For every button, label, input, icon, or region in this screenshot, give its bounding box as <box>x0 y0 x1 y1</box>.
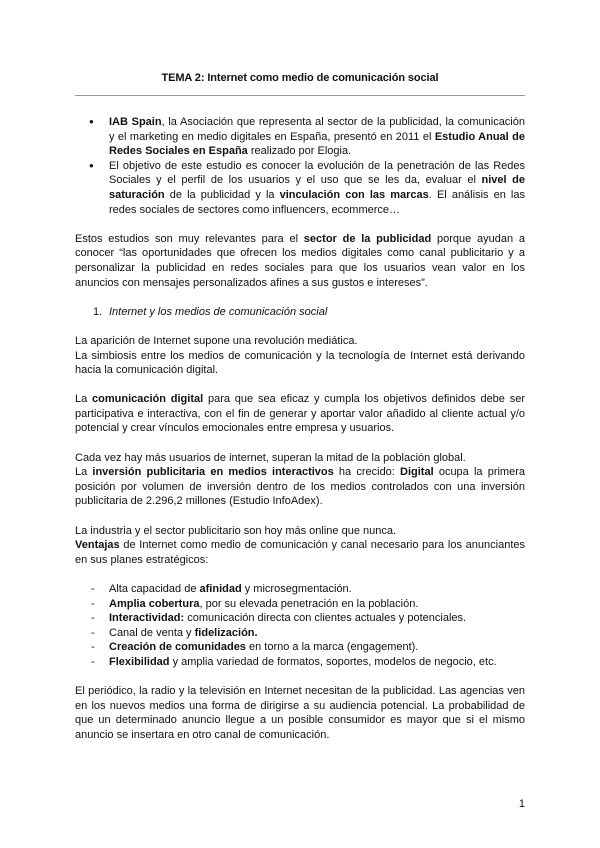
section-heading <box>75 305 525 320</box>
paragraph-media-advertising: El periódico, la radio y la televisión en Internet necesitan de la publicidad. Las agencias ven en los nuevos medios una forma de dirigirse a su audiencia potencial. La probabilidad de que un determinado anuncio llegue a un posible consumidor es mayor que si el mismo anuncio se insertara en otro canal de comunicación. <box>75 685 525 741</box>
text-run: La <box>75 393 93 406</box>
text-run: para que sea eficaz y cumpla los objetivos definidos debe ser participativa e interactiva, con el fin de generar y aportar valor añadido al cliente actual y/o potencial y crear vínculos emocionales entre empresa y usuarios. <box>75 393 525 435</box>
bullet-item-iab-spain <box>109 115 525 159</box>
text-run: y microsegmentación. <box>241 583 352 595</box>
bold-text: afinidad <box>199 583 242 595</box>
bold-text: Interactividad: <box>109 612 185 625</box>
text-run: de Internet como medio de comunicación y canal necesario para los anunciantes en sus planes estratégicos: <box>75 539 525 566</box>
text-run: realizado por Elogia. <box>247 145 352 158</box>
text-run: , por su elevada penetración en la población. <box>199 597 419 610</box>
text-run: porque ayudan a conocer “las oportunidades que ofrecen los medios digitales como canal publicitario y a personalizar la publicidad en redes sociales para que los usuarios vean valor en los anuncios con mensajes personalizados afines a sus gustos e intereses”. <box>75 232 525 289</box>
text-run: , la Asociación que representa al sector de la publicidad, la comunicación y el marketing en medio digitales en España, presentó en 2011 el <box>109 116 525 143</box>
text-run: comunicación directa con clientes actuales y potenciales. <box>184 612 467 625</box>
text-run: La <box>75 466 93 479</box>
paragraph-users: Cada vez hay más usuarios de internet, superan la mitad de la población global. <box>75 451 466 464</box>
paragraph-digital-communication <box>75 392 525 436</box>
text-run: Canal de venta y <box>109 626 195 639</box>
section-number: 1. <box>93 305 103 318</box>
bold-text: IAB Spain <box>109 116 162 128</box>
bold-text: nivel de saturación <box>109 174 525 201</box>
text-run: Estos estudios son muy relevantes para el <box>75 232 304 245</box>
paragraph-advantages-intro <box>75 538 525 567</box>
list-item <box>109 582 525 597</box>
paragraph-studies <box>75 232 525 290</box>
bold-text: fidelización. <box>194 626 258 639</box>
text-run: de la publicidad y la <box>164 188 280 201</box>
bold-text: comunicación digital <box>92 393 204 406</box>
bold-text: Amplia cobertura <box>109 597 200 610</box>
paragraph-internet-line2: La simbiosis entre los medios de comunicación y la tecnología de Internet está derivando hacia la comunicación digital. <box>75 349 525 377</box>
advantages-list <box>75 582 525 670</box>
text-run: El objetivo de este estudio es conocer la evolución de la penetración de las Redes Sociales y el perfil de los usuarios y el uso que se les da, evaluar el <box>109 159 525 187</box>
bold-text: Ventajas <box>75 539 120 552</box>
text-run: y amplia variedad de formatos, soportes, modelos de negocio, etc. <box>169 655 497 668</box>
page-number: 1 <box>518 798 525 810</box>
paragraph-investment <box>75 465 525 509</box>
text-run: en torno a la marca (engagement). <box>245 641 419 654</box>
bullet-list <box>75 115 525 217</box>
document-body <box>75 115 525 743</box>
bullet-item-objective <box>109 159 525 217</box>
title-divider <box>75 95 525 96</box>
paragraph-internet-line1: La aparición de Internet supone una revolución mediática. <box>75 334 358 347</box>
bold-text: sector de la publicidad <box>303 232 432 245</box>
text-run: Alta capacidad de <box>109 583 200 595</box>
bold-text: Estudio Anual de Redes Sociales en España <box>109 130 525 158</box>
bold-text: inversión publicitaria en medios interactivos <box>92 466 334 479</box>
text-run: . El análisis en las redes sociales de sectores como influencers, ecommerce… <box>109 188 525 216</box>
list-item <box>109 655 525 670</box>
text-run: ocupa la primera posición por volumen de inversión dentro de los medios controlados con una inversión publicitaria de 2.296,2 millones (Estudio InfoAdex). <box>75 466 525 508</box>
section-title: Internet y los medios de comunicación social <box>109 305 328 318</box>
bold-text: Digital <box>400 466 434 479</box>
paragraph-industry: La industria y el sector publicitario son hoy más online que nunca. <box>75 524 397 537</box>
text-run: ha crecido: <box>333 466 401 479</box>
bold-text: Flexibilidad <box>109 655 170 668</box>
list-item <box>109 611 525 626</box>
list-item <box>109 640 525 655</box>
list-item <box>109 597 525 612</box>
bold-text: vinculación con las marcas <box>279 188 429 201</box>
bold-text: Creación de comunidades <box>109 641 246 654</box>
page-title: TEMA 2: Internet como medio de comunicación social <box>161 72 439 84</box>
list-item <box>109 626 525 641</box>
